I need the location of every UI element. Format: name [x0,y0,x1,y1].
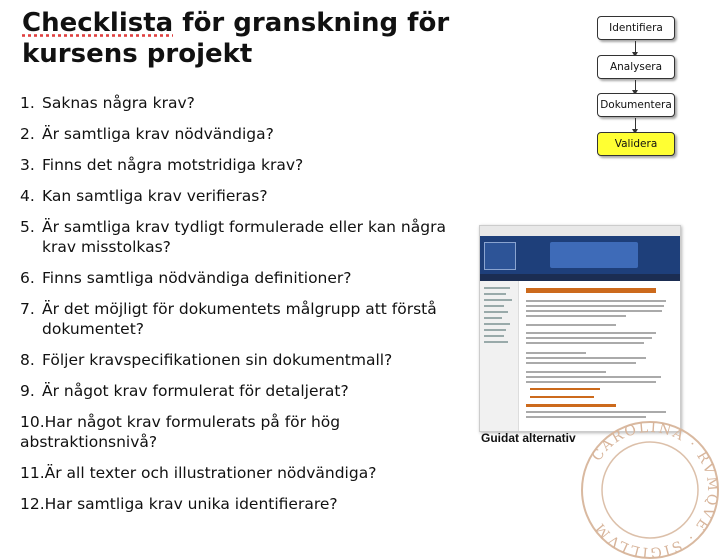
process-arrow [635,118,636,133]
checklist-item: 9. Är något krav formulerat för detaljerat? [20,382,349,400]
checklist-item: 2. Är samtliga krav nödvändiga? [20,125,274,143]
svg-text:CAROLINA · RVMQVE · SIGILLVM [589,420,720,560]
slide-title-rest: för granskning för kursens projekt [22,8,450,69]
slide-title-first-word: Checklista [22,8,174,38]
checklist-item: 7. Är det möjligt för dokumentets målgrupp att förstå dokumentet? [20,300,437,338]
checklist-item: 10.Har något krav formulerats på för hög abstraktionsnivå? [20,413,341,451]
thumbnail-university-logo [484,242,516,270]
thumbnail-page-heading [526,288,656,293]
thumbnail-browser-bar [480,226,680,236]
checklist-item: 12.Har samtliga krav unika identifierare? [20,495,338,513]
thumbnail-nav-bar [480,274,680,281]
checklist [20,93,480,514]
process-step-validate: Validera [597,132,675,156]
process-arrow [635,41,636,56]
process-step-document: Dokumentera [597,93,675,117]
checklist-item: 8. Följer kravspecifikationen sin dokumentmall? [20,351,393,369]
slide-title [22,8,462,70]
checklist-item: 6. Finns samtliga nödvändiga definitioner? [20,269,352,287]
process-arrow [635,80,636,94]
thumbnail-banner [480,236,680,274]
checklist-item: 3. Finns det några motstridiga krav? [20,156,304,174]
thumbnail-institution-logo [550,242,638,268]
checklist-item: 5. Är samtliga krav tydligt formulerade eller kan några krav misstolkas? [20,218,446,256]
checklist-item: 1. Saknas några krav? [20,94,195,112]
thumbnail-sidebar [480,281,519,431]
university-seal-watermark [580,420,720,560]
checklist-item: 11.Är all texter och illustrationer nödvändiga? [20,464,377,482]
process-step-analyze: Analysera [597,55,675,79]
seal-inscription: CAROLINA · RVMQVE · SIGILLVM [589,420,720,560]
checklist-item: 4. Kan samtliga krav verifieras? [20,187,268,205]
thumbnail-caption: Guidat alternativ [481,431,576,445]
process-step-identify: Identifiera [597,16,675,40]
guided-alternative-screenshot [479,225,681,432]
